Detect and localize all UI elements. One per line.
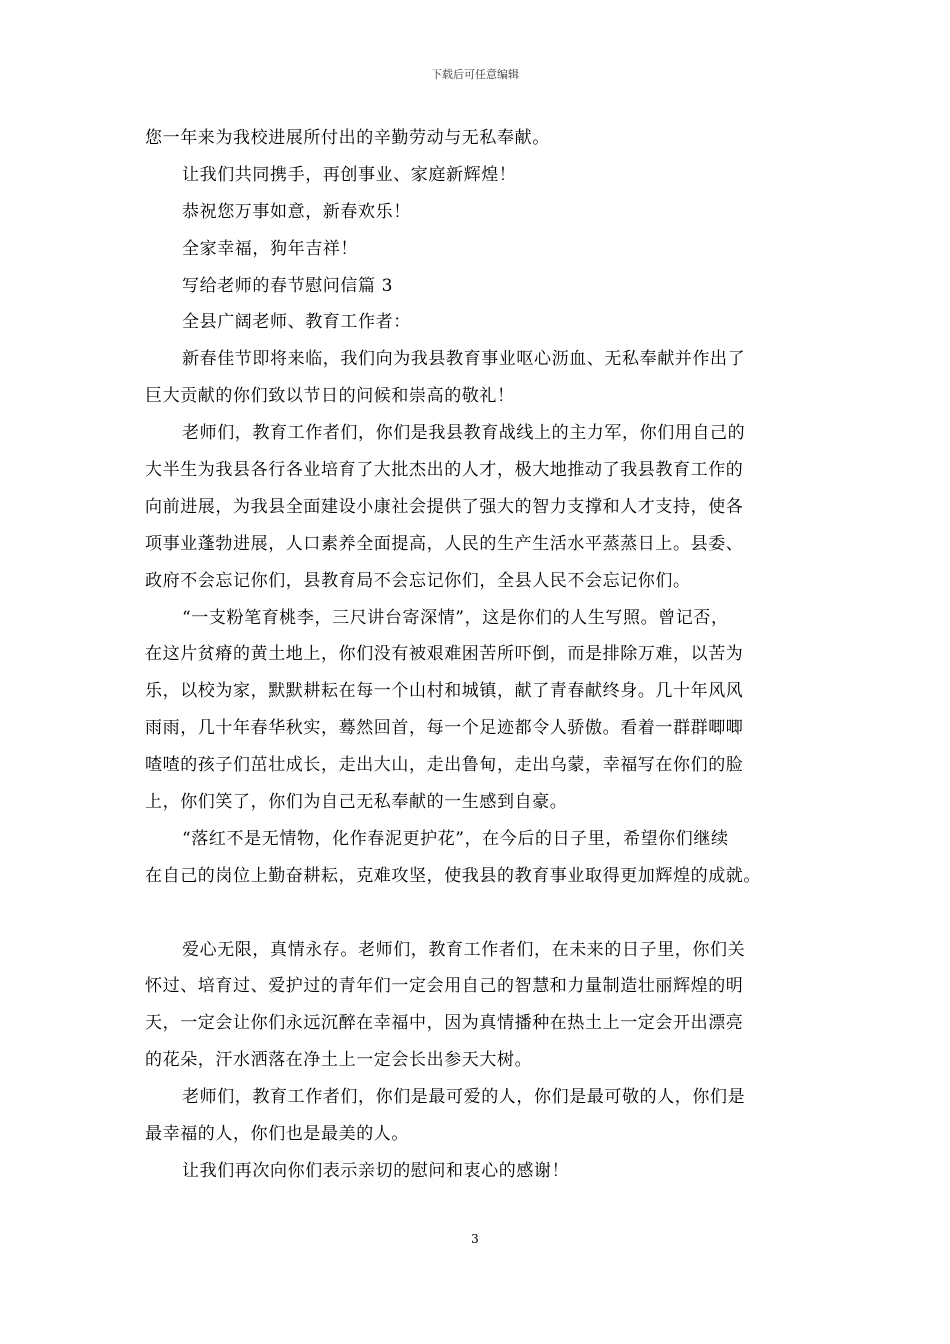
- text-line: 在这片贫瘠的黄土地上，你们没有被艰难困苦所吓倒，而是排除万难，以苦为: [145, 644, 744, 665]
- paragraph-line: 恭祝您万事如意，新春欢乐！: [182, 201, 411, 222]
- page-header: 下载后可任意编辑: [431, 68, 519, 81]
- text-line: 项事业蓬勃进展，人口素养全面提高，人民的生产生活水平蒸蒸日上。县委、: [145, 533, 744, 554]
- text-line: 您一年来为我校进展所付出的辛勤劳动与无私奉献。: [145, 128, 550, 148]
- text-line: 天，一定会让你们永远沉醉在幸福中，因为真情播种在热土上一定会开出漂亮: [145, 1013, 744, 1034]
- body-text: [145, 120, 820, 1190]
- text-line: 怀过、培育过、爱护过的青年们一定会用自己的智慧和力量制造壮丽辉煌的明: [145, 976, 744, 997]
- text-line: 巨大贡献的你们致以节日的问候和崇高的敬礼！: [145, 386, 515, 407]
- blank-line: [145, 895, 820, 932]
- text-line: 最幸福的人，你们也是最美的人。: [145, 1124, 409, 1145]
- section-title: 写给老师的春节慰问信篇 3: [182, 275, 394, 296]
- text-line: 雨雨，几十年春华秋实，蓦然回首，每一个足迹都令人骄傲。看着一群群唧唧: [145, 718, 744, 739]
- paragraph-line: “一支粉笔育桃李，三尺讲台寄深情”，这是你们的人生写照。曾记否，: [182, 607, 729, 628]
- text-line: 政府不会忘记你们，县教育局不会忘记你们，全县人民不会忘记你们。: [145, 570, 691, 591]
- paragraph-line: “落红不是无情物，化作春泥更护花”，在今后的日子里，希望你们继续: [182, 828, 729, 849]
- text-line: 向前进展，为我县全面建设小康社会提供了强大的智力支撑和人才支持，使各: [145, 496, 744, 517]
- paragraph-line: 让我们再次向你们表示亲切的慰问和衷心的感谢！: [182, 1160, 570, 1181]
- paragraph-line: 老师们，教育工作者们，你们是我县教育战线上的主力军，你们用自己的: [182, 423, 746, 444]
- paragraph-line: 老师们，教育工作者们，你们是最可爱的人，你们是最可敬的人，你们是: [182, 1087, 746, 1108]
- text-line: 喳喳的孩子们茁壮成长，走出大山，走出鲁甸，走出乌蒙，幸福写在你们的脸: [145, 755, 744, 776]
- page-number: 3: [471, 1232, 479, 1246]
- text-line: 乐，以校为家，默默耕耘在每一个山村和城镇，献了青春献终身。几十年风风: [145, 681, 744, 702]
- text-line: 在自己的岗位上勤奋耕耘，克难攻坚，使我县的教育事业取得更加辉煌的成就。: [145, 865, 761, 886]
- text-line: 上，你们笑了，你们为自己无私奉献的一生感到自豪。: [145, 792, 568, 813]
- text-line: 大半生为我县各行各业培育了大批杰出的人才，极大地推动了我县教育工作的: [145, 460, 744, 481]
- paragraph-line: 全家幸福，狗年吉祥！: [182, 238, 358, 259]
- text-line: 的花朵，汗水洒落在净土上一定会长出参天大树。: [145, 1050, 533, 1071]
- paragraph-line: 让我们共同携手，再创事业、家庭新辉煌！: [182, 164, 517, 185]
- salutation: 全县广阔老师、教育工作者：: [182, 312, 411, 333]
- paragraph-line: 新春佳节即将来临，我们向为我县教育事业呕心沥血、无私奉献并作出了: [182, 349, 746, 370]
- paragraph-line: 爱心无限，真情永存。老师们，教育工作者们，在未来的日子里，你们关: [182, 939, 746, 960]
